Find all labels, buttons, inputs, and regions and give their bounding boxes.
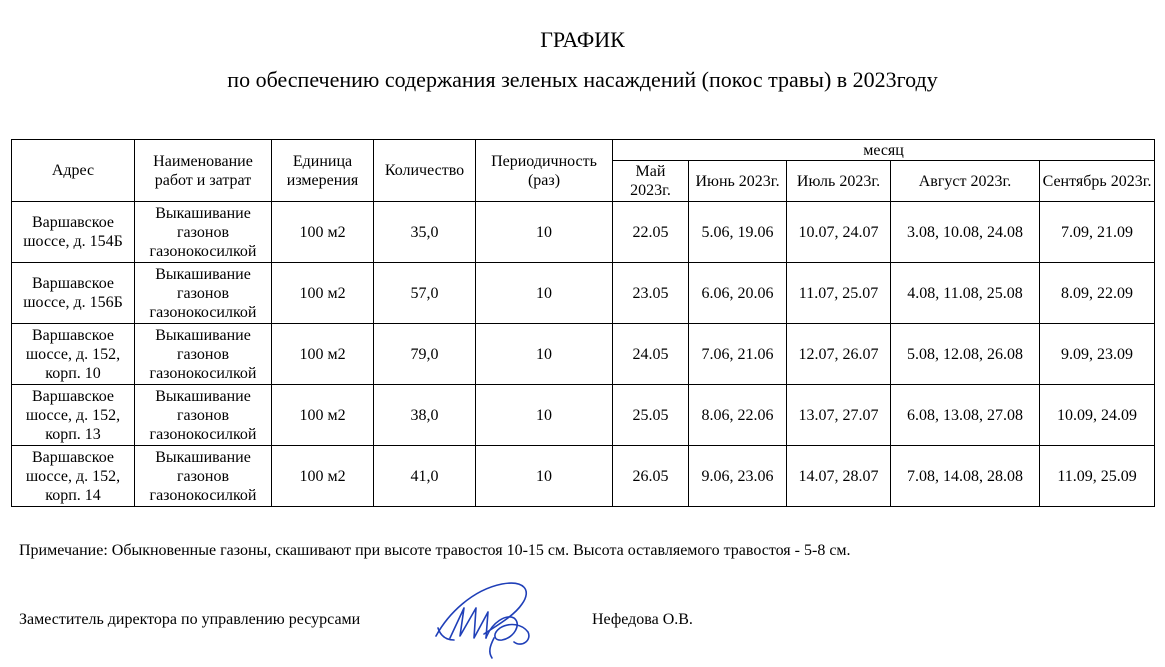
cell-june: 5.06, 19.06 [689,202,787,263]
note-text: Примечание: Обыкновенные газоны, скашивают при высоте травостоя 10-15 см. Высота оставляемого травостоя - 5-8 см. [19,542,851,559]
cell-august: 6.08, 13.08, 27.08 [891,385,1040,446]
cell-june: 6.06, 20.06 [689,263,787,324]
cell-september: 11.09, 25.09 [1040,446,1155,507]
signer-name: Нефедова О.В. [592,611,693,628]
cell-address: Варшавское шоссе, д. 156Б [12,263,135,324]
cell-address: Варшавское шоссе, д. 154Б [12,202,135,263]
table-row [12,202,1155,263]
cell-june: 8.06, 22.06 [689,385,787,446]
cell-may: 25.05 [613,385,689,446]
cell-july: 13.07, 27.07 [787,385,891,446]
document-title: ГРАФИК [540,27,625,52]
cell-may: 24.05 [613,324,689,385]
cell-address: Варшавское шоссе, д. 152, корп. 13 [12,385,135,446]
column-header-june: Июнь 2023г. [689,161,787,202]
column-header-quantity: Количество [374,140,476,202]
cell-name: Выкашивание газонов газонокосилкой [135,202,272,263]
cell-name: Выкашивание газонов газонокосилкой [135,263,272,324]
document-subtitle: по обеспечению содержания зеленых насаждений (покос травы) в 2023году [227,67,938,92]
handwritten-signature-icon [430,578,540,663]
cell-june: 9.06, 23.06 [689,446,787,507]
cell-name: Выкашивание газонов газонокосилкой [135,324,272,385]
cell-address: Варшавское шоссе, д. 152, корп. 10 [12,324,135,385]
cell-unit: 100 м2 [272,324,374,385]
cell-quantity: 41,0 [374,446,476,507]
cell-may: 22.05 [613,202,689,263]
column-header-name: Наименование работ и затрат [135,140,272,202]
cell-may: 23.05 [613,263,689,324]
table-row [12,446,1155,507]
cell-september: 7.09, 21.09 [1040,202,1155,263]
column-header-july: Июль 2023г. [787,161,891,202]
column-header-address: Адрес [12,140,135,202]
table-row [12,385,1155,446]
cell-periodicity: 10 [476,263,613,324]
cell-periodicity: 10 [476,385,613,446]
column-header-month-group: месяц [613,140,1155,161]
cell-august: 3.08, 10.08, 24.08 [891,202,1040,263]
cell-september: 10.09, 24.09 [1040,385,1155,446]
cell-august: 7.08, 14.08, 28.08 [891,446,1040,507]
cell-unit: 100 м2 [272,263,374,324]
cell-august: 5.08, 12.08, 26.08 [891,324,1040,385]
cell-periodicity: 10 [476,446,613,507]
cell-september: 9.09, 23.09 [1040,324,1155,385]
cell-july: 12.07, 26.07 [787,324,891,385]
table-row [12,263,1155,324]
table-row [12,324,1155,385]
cell-unit: 100 м2 [272,202,374,263]
column-header-august: Август 2023г. [891,161,1040,202]
cell-address: Варшавское шоссе, д. 152, корп. 14 [12,446,135,507]
schedule-table [11,139,1155,507]
cell-september: 8.09, 22.09 [1040,263,1155,324]
cell-unit: 100 м2 [272,446,374,507]
cell-name: Выкашивание газонов газонокосилкой [135,385,272,446]
cell-july: 10.07, 24.07 [787,202,891,263]
cell-july: 11.07, 25.07 [787,263,891,324]
cell-name: Выкашивание газонов газонокосилкой [135,446,272,507]
cell-july: 14.07, 28.07 [787,446,891,507]
cell-quantity: 38,0 [374,385,476,446]
column-header-unit: Единица измерения [272,140,374,202]
column-header-periodicity: Периодичность (раз) [476,140,613,202]
cell-june: 7.06, 21.06 [689,324,787,385]
cell-periodicity: 10 [476,202,613,263]
cell-quantity: 79,0 [374,324,476,385]
column-header-may: Май 2023г. [613,161,689,202]
cell-unit: 100 м2 [272,385,374,446]
cell-august: 4.08, 11.08, 25.08 [891,263,1040,324]
cell-quantity: 35,0 [374,202,476,263]
cell-quantity: 57,0 [374,263,476,324]
cell-periodicity: 10 [476,324,613,385]
cell-may: 26.05 [613,446,689,507]
column-header-september: Сентябрь 2023г. [1040,161,1155,202]
signer-position: Заместитель директора по управлению ресурсами [19,611,361,628]
